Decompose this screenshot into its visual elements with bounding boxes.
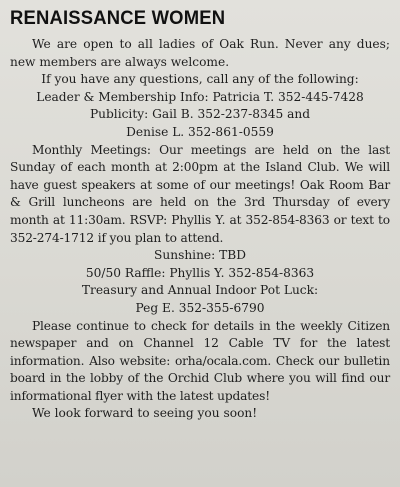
- article-title: RENAISSANCE WOMEN: [10, 8, 226, 29]
- continue-paragraph: Please continue to check for details in the weekly Citizen newspaper and on Channel 12 Cable TV for the latest information. Also website: orha/ocala.com. Check our bulletin board in the lobby of the Orchid Club where you will find our informational flyer with the latest updates!: [10, 318, 390, 403]
- publicity-contact-1: Publicity: Gail B. 352-237-8345 and: [89, 107, 311, 122]
- leader-contact: Leader & Membership Info: Patricia T. 352-445-7428: [36, 89, 364, 104]
- treasury-line-1: Treasury and Annual Indoor Pot Luck:: [81, 283, 319, 298]
- intro-paragraph: We are open to all ladies of Oak Run. Never any dues; new members are always welcome.: [10, 37, 390, 69]
- raffle-line: 50/50 Raffle: Phyllis Y. 352-854-8363: [85, 265, 315, 280]
- questions-line: If you have any questions, call any of the following:: [41, 72, 359, 87]
- publicity-contact-2: Denise L. 352-861-0559: [126, 124, 274, 139]
- meetings-paragraph: Monthly Meetings: Our meetings are held on the last Sunday of each month at 2:00pm at the Island Club. We will have guest speakers at some of our meetings! Oak Room Bar & Grill luncheons are held on the 3rd Thursday of every month at 11:30am. RSVP: Phyllis Y. at 352-854-8363 or text to 352-274-1712 if you plan to attend.: [10, 142, 390, 245]
- sunshine-line: Sunshine: TBD: [154, 248, 246, 263]
- closing-line: We look forward to seeing you soon!: [32, 406, 258, 421]
- article-body: [10, 36, 390, 423]
- treasury-line-2: Peg E. 352-355-6790: [135, 300, 265, 315]
